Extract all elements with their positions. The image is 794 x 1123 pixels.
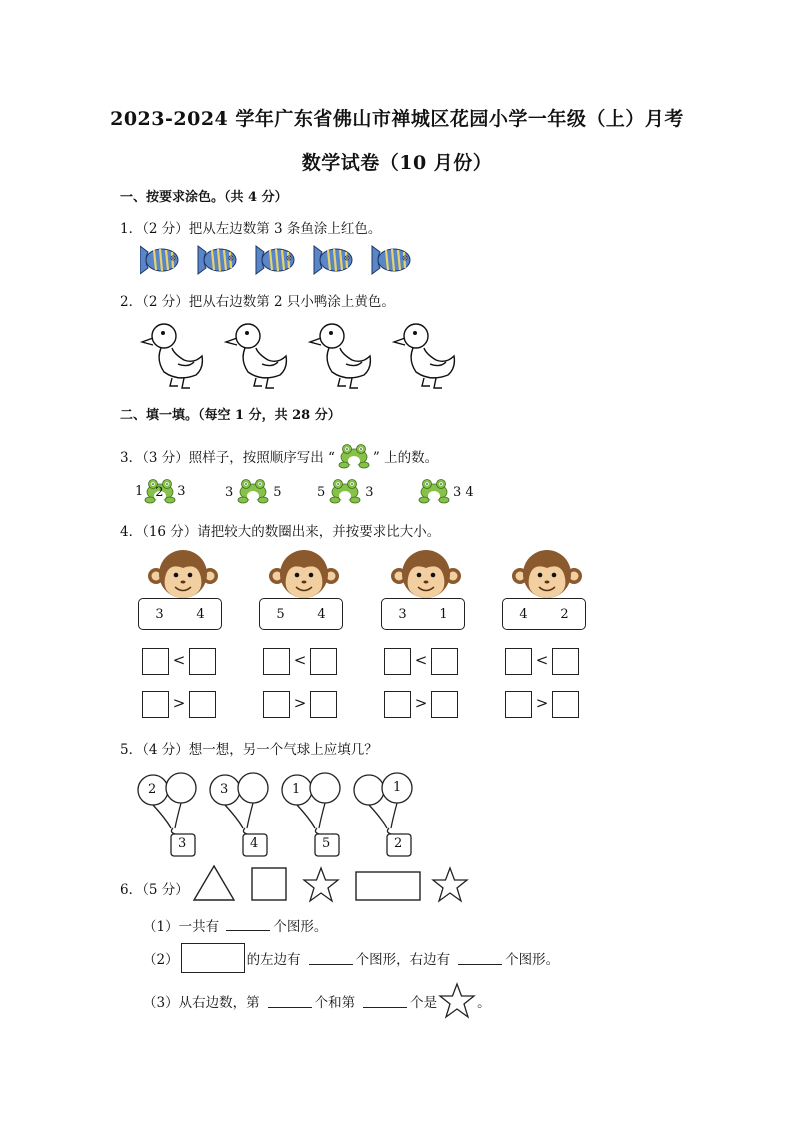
part-2-suffix: 个图形。 xyxy=(505,952,560,968)
number-card xyxy=(502,598,586,630)
answer-box[interactable] xyxy=(189,648,216,675)
fish-icon xyxy=(372,246,410,274)
frog-example-left: 1 xyxy=(135,483,144,499)
frog-example-right: 5 xyxy=(273,484,282,500)
part-1-text: （1）一共有 xyxy=(143,919,220,935)
frog-example-1 xyxy=(135,478,186,504)
question-6-part-1 xyxy=(143,915,327,935)
part-3-text: 个是 xyxy=(410,995,438,1011)
duck-icon xyxy=(394,324,454,388)
fish-icon xyxy=(140,246,178,274)
frog-example-right: 3 4 xyxy=(453,484,474,500)
card-number: 3 xyxy=(398,606,407,622)
part-2-text: 的左边有 xyxy=(246,952,301,968)
balloon-number: 1 xyxy=(292,782,301,797)
frog-number: 2 xyxy=(155,485,164,500)
fish-icon xyxy=(256,246,294,274)
balloon-total: 5 xyxy=(322,836,331,851)
answer-blank[interactable] xyxy=(363,995,407,1008)
frog-example-left: 3 xyxy=(225,484,234,500)
fish-images xyxy=(140,244,420,278)
answer-box[interactable] xyxy=(263,648,290,675)
question-6-part-2 xyxy=(143,943,559,973)
fish-row xyxy=(140,244,420,282)
less-than-sign: < xyxy=(172,651,186,669)
duck-icon xyxy=(310,324,370,388)
question-4-text: 4．（16 分）请把较大的数圈出来，并按要求比大小。 xyxy=(120,524,441,540)
less-than-sign: < xyxy=(535,651,549,669)
duck-icon xyxy=(226,324,286,388)
answer-blank[interactable] xyxy=(309,952,353,965)
answer-box[interactable] xyxy=(552,648,579,675)
balloon-number: 3 xyxy=(220,782,229,797)
frog-example-right: 3 xyxy=(177,483,186,499)
question-3-text xyxy=(120,442,438,470)
card-number: 4 xyxy=(317,606,326,622)
balloon-total: 4 xyxy=(250,836,259,851)
greater-than-sign: > xyxy=(414,694,428,712)
answer-box[interactable] xyxy=(310,648,337,675)
question-1-text: 1．（2 分）把从左边数第 3 条鱼涂上红色。 xyxy=(120,221,382,237)
page-subtitle: 数学试卷（10 月份） xyxy=(301,152,493,174)
greater-than-sign: > xyxy=(535,694,549,712)
question-3-prefix: 3．（3 分）照样子，按照顺序写出 “ xyxy=(120,450,335,466)
monkey-icon xyxy=(269,548,339,602)
answer-box[interactable] xyxy=(552,691,579,718)
part-2-number: （2） xyxy=(143,952,179,968)
frog-example-right: 3 xyxy=(365,484,374,500)
card-number: 2 xyxy=(560,606,569,622)
answer-box[interactable] xyxy=(142,691,169,718)
question-5-text: 5．（4 分）想一想，另一个气球上应填几？ xyxy=(120,742,378,758)
monkey-compare-group xyxy=(138,548,598,728)
frog-example-2 xyxy=(225,478,282,506)
balloon-total: 3 xyxy=(178,836,187,851)
section-heading-1: 一、按要求涂色。（共 4 分） xyxy=(120,190,288,205)
answer-box[interactable] xyxy=(505,648,532,675)
triangle-icon xyxy=(194,866,234,900)
frog-with-number xyxy=(143,478,177,504)
number-card xyxy=(381,598,465,630)
part-1-suffix: 个图形。 xyxy=(273,919,328,935)
balloon-total: 2 xyxy=(394,836,403,851)
frog-examples xyxy=(135,478,495,508)
card-number: 4 xyxy=(196,606,205,622)
page-title: 2023-2024 学年广东省佛山市禅城区花园小学一年级（上）月考 xyxy=(110,108,684,130)
part-3-text: （3）从右边数，第 xyxy=(143,995,260,1011)
frog-example-3 xyxy=(317,478,374,506)
fish-icon xyxy=(198,246,236,274)
frog-example-4 xyxy=(417,478,474,506)
monkey-icon xyxy=(391,548,461,602)
balloon-number: 2 xyxy=(148,782,157,797)
section-heading-2: 二、填一填。（每空 1 分，共 28 分） xyxy=(120,408,341,423)
answer-box[interactable] xyxy=(384,691,411,718)
monkey-icon xyxy=(148,548,218,602)
question-3-suffix: ” 上的数。 xyxy=(372,450,439,466)
square-icon xyxy=(252,868,286,900)
answer-blank[interactable] xyxy=(458,952,502,965)
number-card xyxy=(259,598,343,630)
answer-box[interactable] xyxy=(505,691,532,718)
greater-than-sign: > xyxy=(293,694,307,712)
card-number: 4 xyxy=(519,606,528,622)
frog-icon xyxy=(233,478,273,506)
duck-images xyxy=(140,318,460,394)
shape-row xyxy=(190,862,480,908)
answer-box[interactable] xyxy=(431,648,458,675)
duck-icon xyxy=(142,324,202,388)
greater-than-sign: > xyxy=(172,694,186,712)
rectangle-icon xyxy=(356,872,420,900)
star-icon xyxy=(437,982,477,1020)
part-2-text: 个图形，右边有 xyxy=(355,952,451,968)
answer-box[interactable] xyxy=(384,648,411,675)
answer-blank[interactable] xyxy=(226,918,270,931)
answer-box[interactable] xyxy=(431,691,458,718)
monkey-icon xyxy=(512,548,582,602)
number-card xyxy=(138,598,222,630)
duck-row xyxy=(140,318,460,398)
star-icon xyxy=(304,868,338,901)
card-number: 5 xyxy=(276,606,285,622)
question-6-part-3 xyxy=(143,982,491,1020)
frog-example-left: 5 xyxy=(317,484,326,500)
question-2-text: 2．（2 分）把从右边数第 2 只小鸭涂上黄色。 xyxy=(120,294,395,310)
part-3-text: 个和第 xyxy=(314,995,356,1011)
less-than-sign: < xyxy=(293,651,307,669)
balloon-group xyxy=(135,770,435,860)
card-number: 1 xyxy=(439,606,448,622)
less-than-sign: < xyxy=(414,651,428,669)
frog-icon xyxy=(337,442,371,470)
rectangle-icon xyxy=(181,943,245,973)
frog-icon xyxy=(417,478,453,506)
question-6-label: 6．（5 分） xyxy=(120,882,189,898)
part-3-suffix: 。 xyxy=(477,995,491,1011)
answer-box[interactable] xyxy=(263,691,290,718)
answer-box[interactable] xyxy=(310,691,337,718)
answer-box[interactable] xyxy=(189,691,216,718)
answer-blank[interactable] xyxy=(268,995,312,1008)
frog-icon xyxy=(325,478,365,506)
balloon-number: 1 xyxy=(393,780,402,795)
answer-box[interactable] xyxy=(142,648,169,675)
star-icon xyxy=(433,868,467,901)
card-number: 3 xyxy=(155,606,164,622)
fish-icon xyxy=(314,246,352,274)
